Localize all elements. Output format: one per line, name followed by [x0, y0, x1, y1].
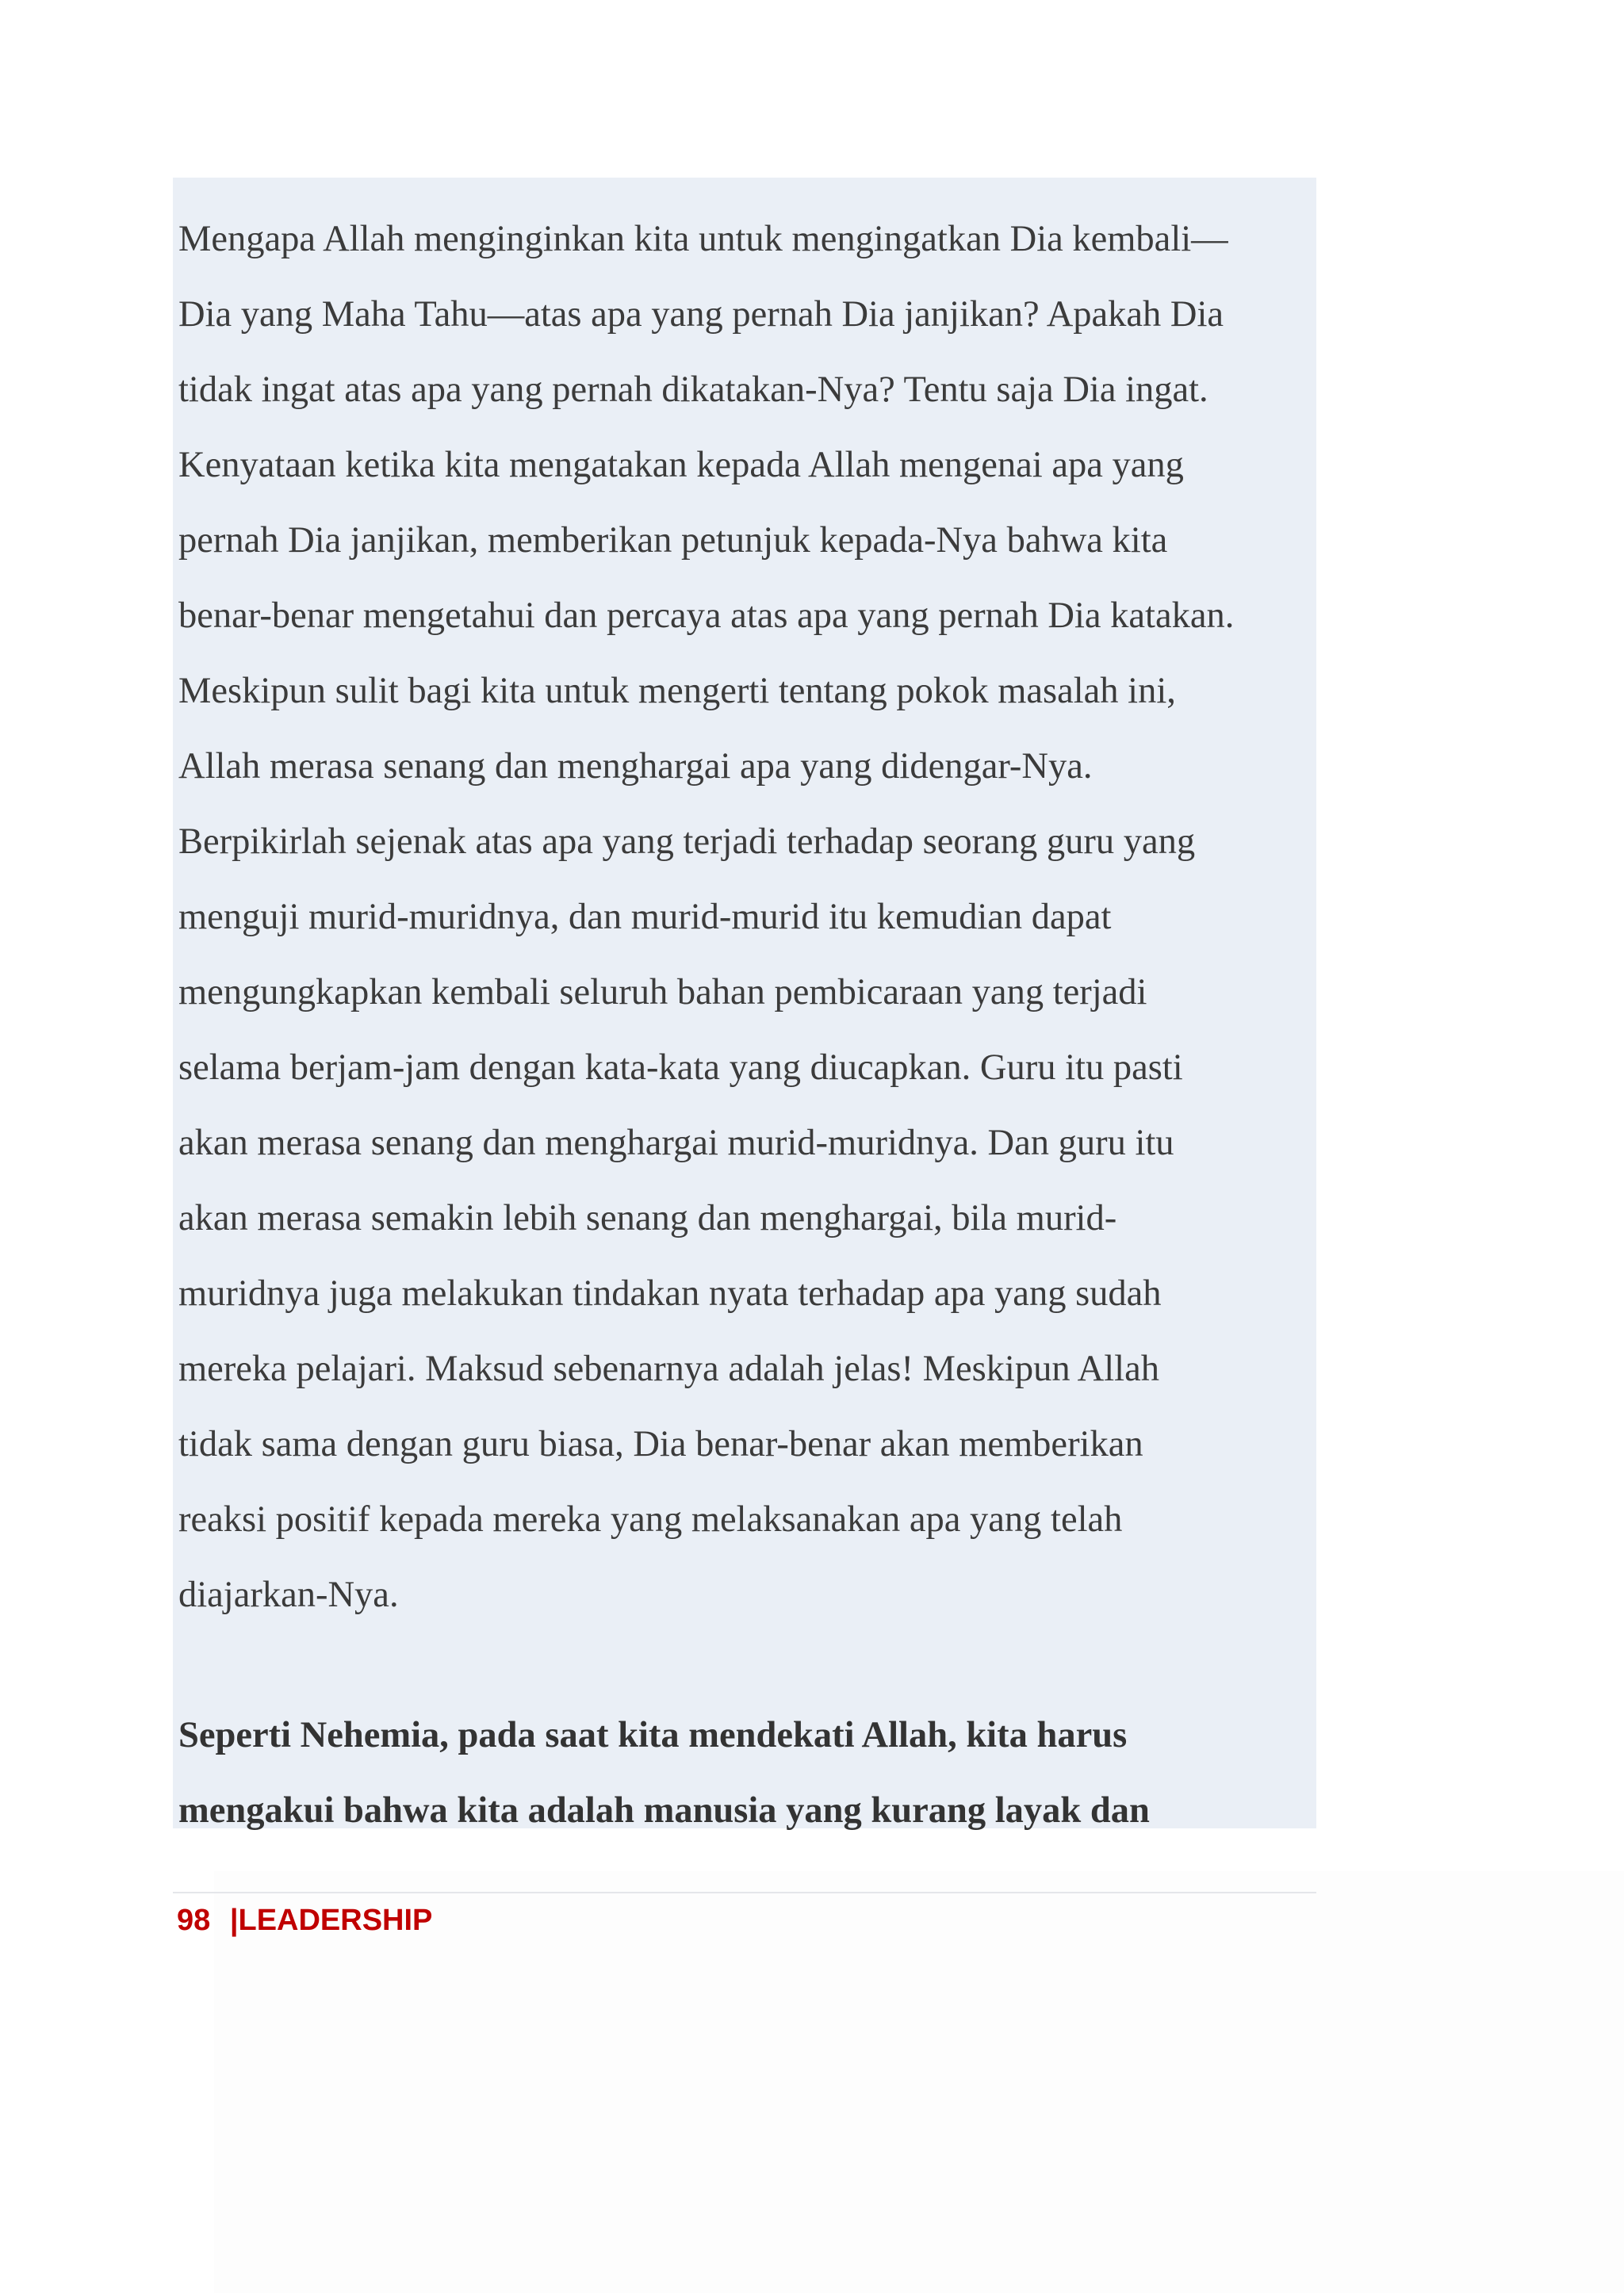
- text-line: Seperti Nehemia, pada saat kita mendekati Allah, kita harus: [178, 1715, 1128, 1755]
- text-line: diajarkan-Nya.: [178, 1575, 399, 1615]
- text-line: mengakui bahwa kita adalah manusia yang kurang layak dan: [178, 1790, 1150, 1831]
- section-title: LEADERSHIP: [238, 1904, 433, 1937]
- text-line: mengungkapkan kembali seluruh bahan pembicaraan yang terjadi: [178, 972, 1147, 1013]
- text-line: Allah merasa senang dan menghargai apa yang didengar-Nya.: [178, 746, 1093, 787]
- text-line: menguji murid-muridnya, dan murid-murid itu kemudian dapat: [178, 897, 1112, 937]
- text-line: tidak ingat atas apa yang pernah dikatakan-Nya? Tentu saja Dia ingat.: [178, 369, 1208, 410]
- text-line: tidak sama dengan guru biasa, Dia benar-benar akan memberikan: [178, 1424, 1143, 1464]
- text-line: Mengapa Allah menginginkan kita untuk mengingatkan Dia kembali—: [178, 219, 1228, 259]
- bold-paragraph: [178, 1698, 1316, 1848]
- text-line: mereka pelajari. Maksud sebenarnya adalah jelas! Meskipun Allah: [178, 1349, 1159, 1389]
- body-paragraph: [178, 201, 1316, 1633]
- footer-divider: [173, 1892, 1316, 1893]
- text-line: selama berjam-jam dengan kata-kata yang diucapkan. Guru itu pasti: [178, 1047, 1183, 1088]
- text-line: muridnya juga melakukan tindakan nyata terhadap apa yang sudah: [178, 1273, 1162, 1314]
- footer-separator: |: [229, 1904, 239, 1937]
- page-footer: [177, 1897, 432, 1944]
- text-line: Kenyataan ketika kita mengatakan kepada Allah mengenai apa yang: [178, 445, 1184, 485]
- text-line: Dia yang Maha Tahu—atas apa yang pernah Dia janjikan? Apakah Dia: [178, 294, 1224, 335]
- text-block: [173, 178, 1316, 1831]
- text-line: benar-benar mengetahui dan percaya atas apa yang pernah Dia katakan.: [178, 595, 1235, 636]
- text-line: Berpikirlah sejenak atas apa yang terjadi terhadap seorang guru yang: [178, 821, 1196, 862]
- text-line: Meskipun sulit bagi kita untuk mengerti tentang pokok masalah ini,: [178, 671, 1176, 711]
- text-line: pernah Dia janjikan, memberikan petunjuk kepada-Nya bahwa kita: [178, 520, 1168, 561]
- page-number: 98: [177, 1904, 211, 1937]
- text-line: reaksi positif kepada mereka yang melaksanakan apa yang telah: [178, 1499, 1123, 1540]
- text-line: akan merasa semakin lebih senang dan menghargai, bila murid-: [178, 1198, 1117, 1238]
- text-line: akan merasa senang dan menghargai murid-muridnya. Dan guru itu: [178, 1123, 1174, 1163]
